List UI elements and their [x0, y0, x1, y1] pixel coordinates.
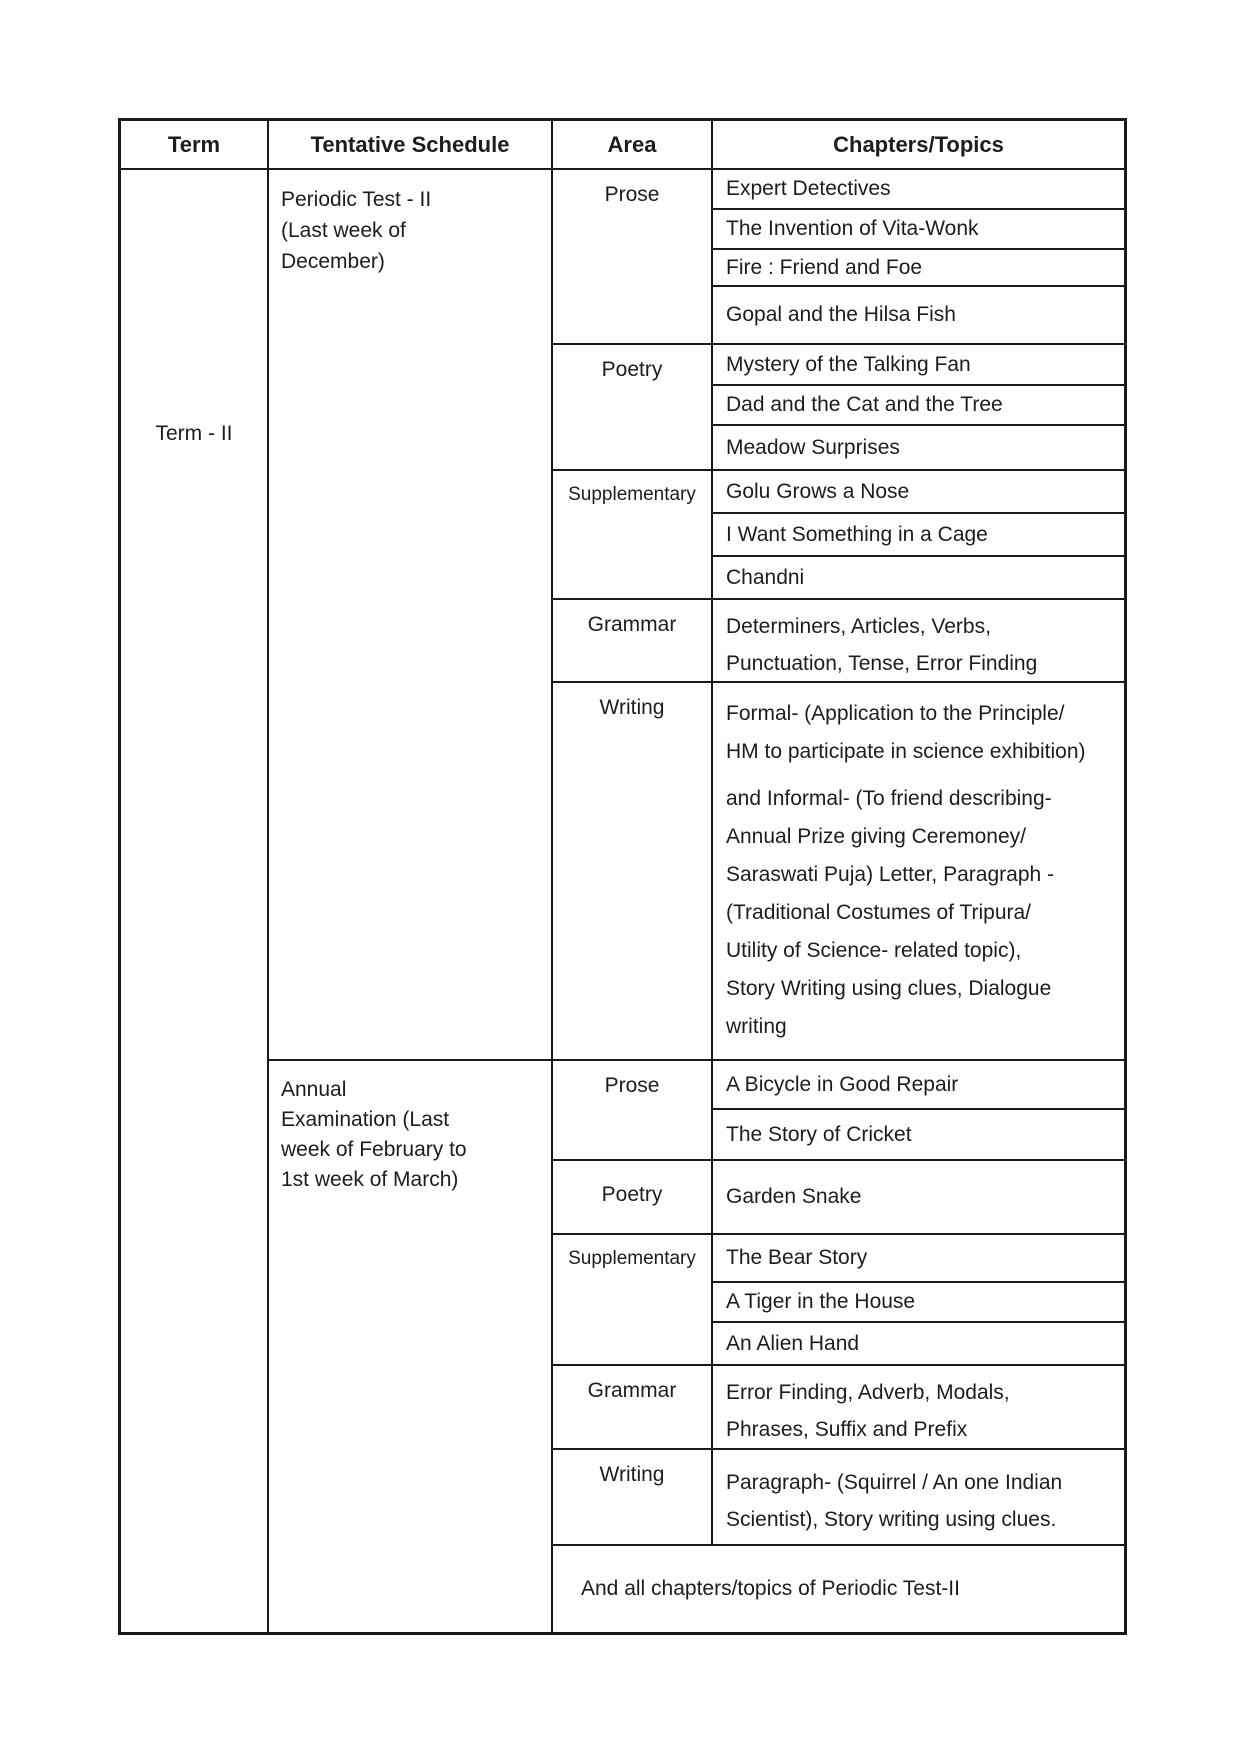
note-text: And all chapters/topics of Periodic Test-II [581, 1577, 960, 1600]
term-cell [121, 170, 269, 1632]
schedule-line: week of February to [281, 1138, 467, 1161]
chapter-item: Fire : Friend and Foe [713, 250, 1124, 287]
topic-line: Punctuation, Tense, Error Finding [726, 652, 1038, 675]
area-row-poetry [553, 345, 1124, 471]
topic-line: HM to participate in science exhibition) [726, 740, 1086, 763]
chapter-item: Mystery of the Talking Fan [713, 345, 1124, 386]
chapter-item: Garden Snake [726, 1185, 862, 1208]
area-label-prose: Prose [553, 170, 713, 343]
topic-line: Story Writing using clues, Dialogue [726, 977, 1052, 1000]
topic-line: Utility of Science- related topic), [726, 939, 1022, 962]
section-periodic-test [269, 170, 1124, 1061]
table-header-row [121, 121, 1124, 170]
schedule-line: 1st week of March) [281, 1168, 459, 1191]
poetry-items [713, 345, 1124, 469]
chapter-item: The Invention of Vita-Wonk [713, 210, 1124, 250]
area-label-poetry: Poetry [553, 345, 713, 469]
schedule-cell-periodic [269, 170, 553, 1059]
header-cell-chapters: Chapters/Topics [833, 131, 1004, 157]
schedule-line: December) [281, 250, 385, 273]
grammar-topics [713, 1366, 1124, 1448]
topic-line: Formal- (Application to the Principle/ [726, 702, 1065, 725]
chapter-item: I Want Something in a Cage [713, 514, 1124, 557]
writing-topics [713, 1450, 1124, 1544]
poetry-items [713, 1161, 1124, 1233]
area-row-supplementary [553, 471, 1124, 600]
chapter-item: Expert Detectives [713, 170, 1124, 210]
chapter-item: Chandni [726, 565, 805, 589]
area-label-grammar: Grammar [553, 600, 713, 681]
topic-line: and Informal- (To friend describing- [726, 787, 1052, 810]
area-label-grammar: Grammar [553, 1366, 713, 1448]
area-row-supplementary [553, 1235, 1124, 1366]
area-row-prose [553, 1061, 1124, 1161]
header-cell-schedule: Tentative Schedule [269, 121, 553, 168]
supplementary-items [713, 1235, 1124, 1364]
topic-line: Error Finding, Adverb, Modals, [726, 1381, 1010, 1404]
annual-area-rows [553, 1061, 1124, 1632]
area-row-writing [553, 683, 1124, 1059]
area-label-prose: Prose [553, 1061, 713, 1159]
schedule-cell-annual [269, 1061, 553, 1632]
syllabus-table [118, 118, 1127, 1635]
topic-line: Saraswati Puja) Letter, Paragraph - [726, 863, 1055, 886]
topic-line: Paragraph- (Squirrel / An one Indian [726, 1471, 1063, 1494]
chapter-item: Dad and the Cat and the Tree [713, 386, 1124, 426]
area-row-prose [553, 170, 1124, 345]
writing-topics [713, 683, 1124, 1059]
chapter-item: A Tiger in the House [713, 1283, 1124, 1323]
grammar-topics [713, 600, 1124, 681]
schedule-line: Annual [281, 1078, 347, 1101]
area-label-writing: Writing [553, 1450, 713, 1544]
topic-line: Scientist), Story writing using clues. [726, 1508, 1057, 1531]
chapter-item: An Alien Hand [726, 1331, 860, 1355]
periodic-topics-note [553, 1546, 1124, 1632]
area-label-supplementary: Supplementary [553, 1235, 713, 1364]
area-row-grammar [553, 1366, 1124, 1450]
prose-items [713, 1061, 1124, 1159]
chapter-item: The Story of Cricket [726, 1122, 912, 1146]
schedule-line: (Last week of [281, 219, 406, 242]
area-label-writing: Writing [553, 683, 713, 1059]
term-label: Term - II [155, 422, 233, 445]
header-cell-area: Area [553, 121, 713, 168]
table-body [121, 170, 1124, 1632]
schedule-line: Periodic Test - II [281, 188, 432, 211]
topic-line: Phrases, Suffix and Prefix [726, 1418, 968, 1441]
topic-line: Determiners, Articles, Verbs, [726, 615, 991, 638]
chapter-item: Golu Grows a Nose [713, 471, 1124, 514]
area-row-poetry [553, 1161, 1124, 1235]
chapter-item: A Bicycle in Good Repair [713, 1061, 1124, 1110]
chapter-item: Gopal and the Hilsa Fish [726, 303, 956, 326]
topic-line: (Traditional Costumes of Tripura/ [726, 901, 1032, 924]
area-row-grammar [553, 600, 1124, 683]
prose-items [713, 170, 1124, 343]
area-label-poetry: Poetry [553, 1161, 713, 1233]
schedule-line: Examination (Last [281, 1108, 450, 1131]
chapter-item: The Bear Story [713, 1235, 1124, 1283]
supplementary-items [713, 471, 1124, 598]
area-row-writing [553, 1450, 1124, 1546]
area-label-supplementary: Supplementary [553, 471, 713, 598]
topic-line: Annual Prize giving Ceremoney/ [726, 825, 1026, 848]
header-cell-term: Term [121, 121, 269, 168]
schedule-sections [269, 170, 1124, 1632]
chapter-item: Meadow Surprises [726, 435, 900, 459]
topic-line: writing [726, 1015, 787, 1038]
section-annual-exam [269, 1061, 1124, 1632]
periodic-area-rows [553, 170, 1124, 1059]
